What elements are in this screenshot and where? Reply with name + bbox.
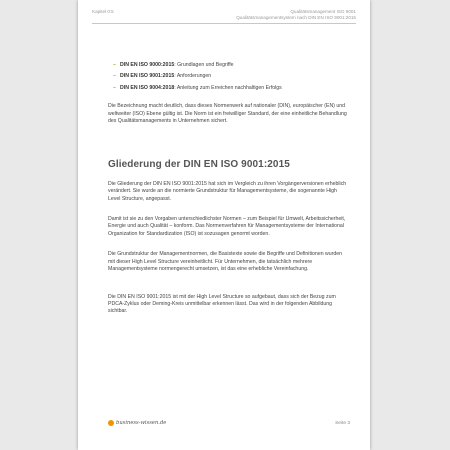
document-page: [78, 0, 370, 450]
norm-name: DIN EN ISO 9004:2018: [120, 84, 175, 91]
body-paragraph: Die Gliederung der DIN EN ISO 9001:2015 hat sich im Vergleich zu ihren Vorgängerversionen erheblich verändert. Sie wurde an die normierte Grundstruktur für Managementsysteme, die sogenannte High Level Structure, angepasst.: [108, 180, 347, 202]
norm-name: DIN EN ISO 9001:2015: [120, 73, 175, 80]
header-title-block: [236, 9, 356, 21]
norm-name: DIN EN ISO 9000:2015: [120, 62, 175, 68]
body-paragraph: Damit ist sie zu den Vorgaben unterschiedlichster Normen – zum Beispiel für Umwelt, Arbeitssicherheit, Energie und auch Qualität – konform. Das Normenverfahren für Managementsysteme der International Organization for Standardization (ISO) ist sozusagen genormt worden.: [108, 216, 346, 237]
header-chapter: Kapitel 0:5: [92, 9, 114, 14]
intro-paragraph: Die Bezeichnung macht deutlich, dass dieses Normenwerk auf nationaler (DIN), europäischer (EN) und weltweiter (ISO) Ebene gültig ist. Die Norm ist ein freiwilliger Standard, der eine einheitliche Behandlung des Qualitätsmanagements in Unternehmen sichert.: [108, 103, 347, 125]
brand-logo: [108, 420, 166, 426]
list-item: [113, 62, 350, 69]
body-paragraph: Die DIN EN ISO 9001:2015 ist mit der High Level Structure so aufgebaut, dass sich der Bezug zum PDCA-Zyklus oder Deming-Kreis unmittelbar erkennen lässt. Das wird in der folgenden Abbildung sichtbar.: [108, 293, 336, 315]
norm-list: [108, 62, 350, 92]
norm-description: : Anleitung zum Erreichen nachhaltigen Erfolgs: [174, 84, 282, 91]
norm-description: : Grundlagen und Begriffe: [174, 62, 234, 68]
page-number: Seite 3: [335, 421, 350, 426]
logo-dot-icon: [108, 420, 114, 426]
page-content: [108, 62, 350, 316]
norm-description: : Anforderungen: [174, 73, 212, 80]
list-item: [113, 73, 350, 80]
list-item: [113, 85, 350, 92]
logo-text: business-wissen.de: [116, 420, 167, 426]
header-subtitle: Qualitätsmanagementsystem nach DIN EN ISO 9001:2015: [236, 15, 356, 20]
page-header: [92, 9, 356, 24]
body-paragraph: Die Grundstruktur der Managementnormen, die Basistexte sowie die Begriffe und Definitionen wurden mit dieser High Level Structure vereinheitlicht. Für Unternehmen, die tatsächlich mehrere Managementsysteme normengerecht umsetzen, ist das eine erhebliche Vereinfachung.: [108, 251, 343, 273]
header-title: Qualitätsmanagement ISO 9001: [290, 9, 356, 14]
section-heading: Gliederung der DIN EN ISO 9001:2015: [108, 159, 290, 171]
